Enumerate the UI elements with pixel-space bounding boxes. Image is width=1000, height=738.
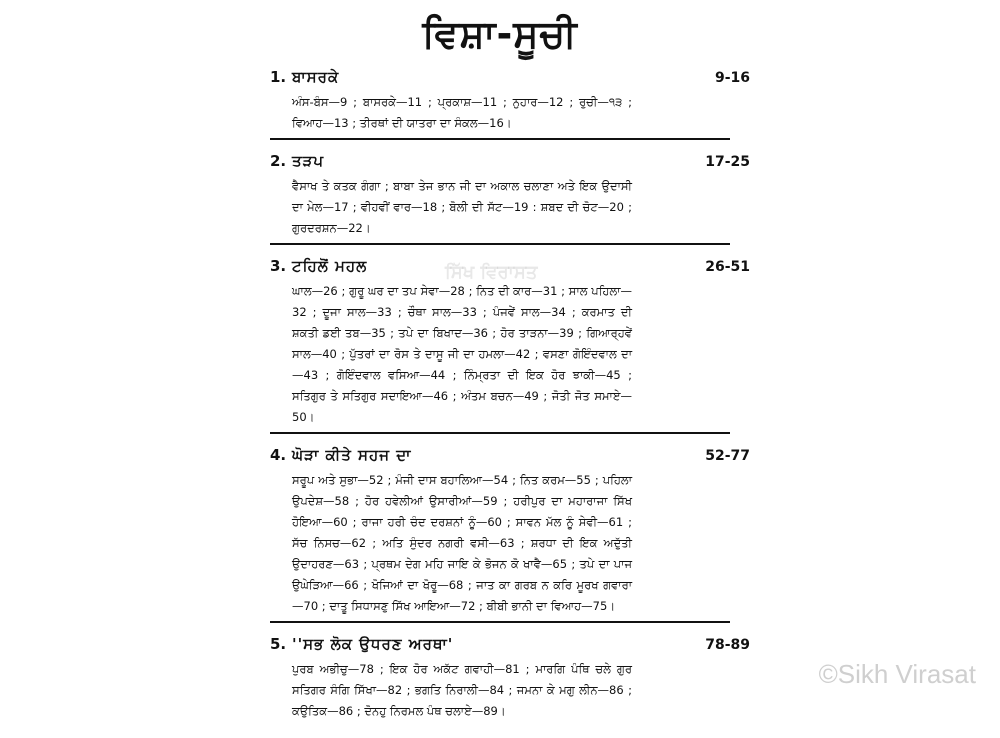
chapter-title: ਘੋੜਾ ਕੀਤੇ ਸਹਜ ਦਾ [292,446,412,464]
page-title: ਵਿਸ਼ਾ-ਸੂਚੀ [422,12,578,56]
chapter-page-range: 26-51 [705,259,750,275]
chapter-page-range: 9-16 [714,70,750,86]
chapter-entry [270,68,750,140]
copyright-credit: ©Sikh Virasat [818,659,976,689]
chapter-contents: ਸਰੂਪ ਅਤੇ ਸੁਭਾ—52 ; ਮੰਜੀ ਦਾਸ ਬਹਾਲਿਆ—54 ; ਨਿਤ ਕਰਮ—55 ; ਪਹਿਲਾ ਉਪਦੇਸ਼—58 ; ਹੋਰ ਹਵੇਲੀਆਂ ਉਸਾਰੀਆਂ—59 ; ਹਰੀਪੁਰ ਦਾ ਮਹਾਰਾਜਾ ਸਿੱਖ ਹੋਇਆ—60 ; ਰਾਜਾ ਹਰੀ ਚੰਦ ਦਰਸ਼ਨਾਂ ਨੂੰ—60 ; ਸਾਵਨ ਮੱਲ ਨੂੰ ਸੇਵੀ—61 ; ਸੱਚ ਨਿਸਚ—62 ; ਅਤਿ ਸੁੰਦਰ ਨਗਰੀ ਵਸੀ—63 ; ਸ਼ਰਧਾ ਦੀ ਇਕ ਅਦੁੱਤੀ ਉਦਾਹਰਣ—63 ; ਪ੍ਰਥਮ ਦੇਗ ਮਹਿ ਜਾਇ ਕੇ ਭੋਜਨ ਕੋ ਖਾਵੈ—65 ; ਤਪੇ ਦਾ ਪਾਜ ਉਘੇੜਿਆ—66 ; ਖੋਜਿਆਂ ਦਾ ਖੋਰੂ—68 ; ਜਾਤ ਕਾ ਗਰਬ ਨ ਕਰਿ ਮੂਰਖ ਗਵਾਰਾ—70 ; ਦਾਤੂ ਸਿਧਾਸਣੁ ਸਿੱਖ ਆਇਆ—72 ; ਬੀਬੀ ਭਾਨੀ ਦਾ ਵਿਆਹ—75। [292,473,632,613]
chapter-entry [270,446,750,623]
chapter-title: ਬਾਸਰਕੇ [292,68,340,86]
chapter-title: ਟਹਿਲੋਂ ਮਹਲ [292,257,368,275]
chapter-contents: ਵੈਸਾਖ ਤੇ ਕਤਕ ਗੰਗਾ ; ਬਾਬਾ ਤੇਜ ਭਾਨ ਜੀ ਦਾ ਅਕਾਲ ਚਲਾਣਾ ਅਤੇ ਇਕ ਉਦਾਸੀ ਦਾ ਮੇਲ—17 ; ਵੀਹਵੀਂ ਵਾਰ—18 ; ਬੋਲੀ ਦੀ ਸੱਟ—19 : ਸ਼ਬਦ ਦੀ ਚੋਟ—20 ; ਗੁਰਦਰਸ਼ਨ—22। [292,179,632,235]
chapter-page-range: 17-25 [705,154,750,170]
chapter-heading [270,446,750,470]
chapter-number: 3. [270,257,287,275]
chapter-number: 5. [270,635,287,653]
chapter-title: ਤੜਪ [292,152,325,170]
chapter-heading [270,635,750,659]
chapter-number: 1. [270,68,287,86]
chapter-contents: ਘਾਲ—26 ; ਗੁਰੂ ਘਰ ਦਾ ਤਪ ਸੇਵਾ—28 ; ਨਿਤ ਦੀ ਕਾਰ—31 ; ਸਾਲ ਪਹਿਲਾ—32 ; ਦੂਜਾ ਸਾਲ—33 ; ਚੌਥਾ ਸਾਲ—33 ; ਪੰਜਵੇਂ ਸਾਲ—34 ; ਕਰਮਾਤ ਦੀ ਸ਼ਕਤੀ ਡਈ ਤਬ—35 ; ਤਪੇ ਦਾ ਬਿਖਾਦ—36 ; ਹੋਰ ਤਾੜਨਾ—39 ; ਗਿਆਰ੍ਹਵੇਂ ਸਾਲ—40 ; ਪੁੱਤਰਾਂ ਦਾ ਰੋਸ ਤੇ ਦਾਸੂ ਜੀ ਦਾ ਹਮਲਾ—42 ; ਵਸਣਾ ਗੋਇੰਦਵਾਲ ਦਾ—43 ; ਗੋਇੰਦਵਾਲ ਵਸਿਆ—44 ; ਨਿੰਮ੍ਰਤਾ ਦੀ ਇਕ ਹੋਰ ਝਾਕੀ—45 ; ਸਤਿਗੁਰ ਤੇ ਸਤਿਗੁਰ ਸਦਾਇਆ—46 ; ਅੰਤਮ ਬਚਨ—49 ; ਜੋਤੀ ਜੋਤ ਸਮਾਏ—50। [292,284,632,424]
chapter-contents: ਅੰਸ-ਬੰਸ—9 ; ਬਾਸਰਕੇ—11 ; ਪ੍ਰਕਾਸ਼—11 ; ਨੁਹਾਰ—12 ; ਰੁਚੀ—੧੩ ; ਵਿਆਹ—13 ; ਤੀਰਥਾਂ ਦੀ ਯਾਤਰਾ ਦਾ ਸੰਕਲ—16। [292,95,632,130]
chapter-entry [270,152,750,245]
chapter-entry [270,635,750,726]
table-of-contents [270,68,750,738]
chapter-title: ''ਸਭ ਲੋਕ ਉਧਰਣ ਅਰਥਾ' [292,635,454,653]
chapter-number: 4. [270,446,287,464]
chapter-page-range: 78-89 [705,637,750,653]
chapter-heading [270,257,750,281]
chapter-number: 2. [270,152,287,170]
chapter-heading [270,152,750,176]
chapter-contents: ਪੁਰਬ ਅਭੀਚੁ—78 ; ਇਕ ਹੋਰ ਅਕੱਟ ਗਵਾਹੀ—81 ; ਮਾਰਗਿ ਪੰਥਿ ਚਲੇ ਗੁਰ ਸਤਿਗਰ ਸੰਗਿ ਸਿੱਖਾ—82 ; ਭਗਤਿ ਨਿਰਾਲੀ—84 ; ਜਮਨਾ ਕੇ ਮਗੁ ਲੀਨ—86 ; ਕਉਤਿਕ—86 ; ਦੋਨਹੁ ਨਿਰਮਲ ਪੰਥ ਚਲਾਏ—89। [292,662,632,718]
chapter-page-range: 52-77 [705,448,750,464]
chapter-heading [270,68,750,92]
chapter-entry [270,257,750,434]
watermark-text: ਸਿੱਖ ਵਿਰਾਸਤ [445,262,538,283]
